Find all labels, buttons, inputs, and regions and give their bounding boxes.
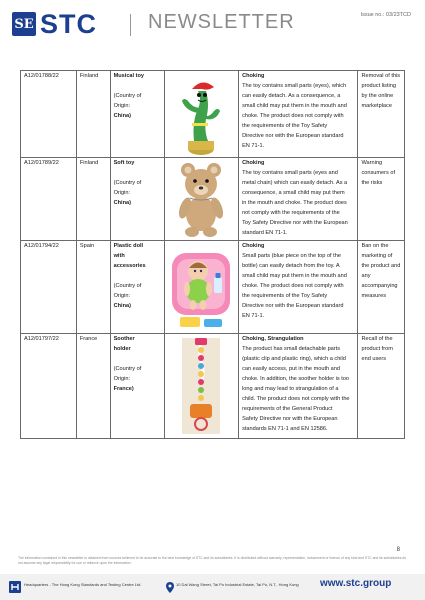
disclaimer-text: The information contained in this newsletter is obtained from sources believed to be accurate to the best knowledge of STC and its subsidiaries. It is distributed without warranty, representation, inducement or licence of any kind and STC and its subsidiaries do not assume any legal responsibility for use or reliance upon the information.: [18, 556, 407, 565]
measure-line: product listing: [361, 83, 396, 89]
dancing-cactus-toy-image: [168, 71, 234, 157]
risk-line: choke. In addition, the soother holder is too: [242, 376, 350, 382]
product-name-line: with: [113, 253, 125, 259]
reference-cell: A12/01788/22: [21, 71, 77, 158]
risk-line: standard EN 71-1.: [242, 230, 288, 236]
origin-label-2: Origin:: [113, 376, 131, 382]
risk-line: metal chain) which can easily detach. As a: [242, 180, 348, 186]
risk-line: Toy Safety Directive nor with the European: [242, 220, 348, 226]
country-cell: Spain: [76, 241, 110, 334]
soother-holder-image: [168, 334, 234, 438]
origin-country: China): [113, 303, 131, 309]
product-image-cell: [165, 241, 239, 334]
risk-line: small child may put them in the mouth and: [242, 273, 347, 279]
origin-country: France): [113, 386, 134, 392]
risk-cell: [239, 334, 358, 439]
risk-line: the requirements of the Toy Safety: [242, 123, 328, 129]
measure-line: by the online: [361, 93, 394, 99]
measures-cell: [358, 71, 405, 158]
risk-cell: [239, 241, 358, 334]
risk-cell: [239, 158, 358, 241]
measure-line: accompanying: [361, 283, 398, 289]
product-name-line: Soother: [113, 336, 135, 342]
risk-line: Small parts (blue piece on the top of the: [242, 253, 341, 259]
risk-line: long and may lead to strangulation of a: [242, 386, 339, 392]
measure-line: the product and: [361, 263, 401, 269]
measure-line: Ban on the: [361, 243, 389, 249]
headquarters-text: Headquarters - The Hong Kong Standards and Testing Centre Ltd.: [24, 582, 142, 587]
product-image-cell: [165, 71, 239, 158]
teddy-bear-image: [168, 158, 234, 240]
measure-line: product from: [361, 346, 393, 352]
measure-line: Removal of this: [361, 73, 401, 79]
product-cell: [110, 241, 165, 334]
origin-country: China): [113, 113, 131, 119]
country-cell: Finland: [76, 71, 110, 158]
origin-country: China): [113, 200, 131, 206]
measure-line: consumers of: [361, 170, 396, 176]
risk-line: choke. The product does not comply with: [242, 283, 344, 289]
table-row: [21, 334, 405, 439]
risk-line: can easily access, put in the mouth and: [242, 366, 341, 372]
risk-line: can easily detach. As a consequence, a: [242, 93, 341, 99]
origin-label: (Country of: [113, 366, 142, 372]
page-header: [0, 0, 425, 48]
country-cell: Finland: [76, 158, 110, 241]
measures-cell: [358, 334, 405, 439]
risk-line: requirements of the General Product: [242, 406, 333, 412]
product-name-line: holder: [113, 346, 131, 352]
risk-line: bottle) can easily detach from the toy. A: [242, 263, 340, 269]
location-pin-icon: [166, 580, 174, 591]
measure-line: marketplace: [361, 103, 392, 109]
origin-label: (Country of: [113, 93, 142, 99]
risk-line: The toy contains small parts (eyes), which: [242, 83, 347, 89]
risk-line: the requirements of the Toy Safety: [242, 293, 328, 299]
risk-line: The toy contains small parts (eyes and: [242, 170, 338, 176]
measures-cell: [358, 158, 405, 241]
risk-title: Choking: [242, 243, 265, 249]
table-row: [21, 71, 405, 158]
measure-line: Warning: [361, 160, 383, 166]
country-cell: France: [76, 334, 110, 439]
page-number: 8: [396, 547, 400, 553]
baby-doll-in-tub-image: [168, 241, 234, 333]
risk-line: child. The product does not comply with the: [242, 396, 350, 402]
risk-title: Choking: [242, 160, 265, 166]
origin-label-2: Origin:: [113, 103, 131, 109]
risk-line: (plastic clip and plastic ring), which a child: [242, 356, 346, 362]
website-link[interactable]: www.stc.group: [320, 578, 392, 589]
product-name: Soft toy: [113, 160, 135, 166]
risk-title: Choking: [242, 73, 265, 79]
stc-logo-mark: SE: [12, 12, 36, 36]
product-cell: [110, 158, 165, 241]
measure-line: the risks: [361, 180, 383, 186]
product-cell: [110, 71, 165, 158]
table-row: [21, 158, 405, 241]
risk-line: EN 71-1.: [242, 143, 265, 149]
reference-cell: A12/01794/22: [21, 241, 77, 334]
risk-line: EN 71-1.: [242, 313, 265, 319]
risk-line: in the mouth and choke. The product does: [242, 200, 347, 206]
risk-line: standards EN 71-1 and EN 12586.: [242, 426, 328, 432]
risk-line: The product has small detachable parts: [242, 346, 341, 352]
risk-line: choke. The product does not comply with: [242, 113, 344, 119]
product-name-line: Plastic doll: [113, 243, 144, 249]
origin-label: (Country of: [113, 283, 142, 289]
product-image-cell: [165, 158, 239, 241]
reference-cell: A12/01789/22: [21, 158, 77, 241]
risk-cell: [239, 71, 358, 158]
risk-title: Choking, Strangulation: [242, 336, 304, 342]
stc-logo-text: STC: [40, 9, 97, 39]
address-text: 10 Dai Wang Street, Tai Po Industrial Estate, Tai Po, N.T., Hong Kong: [176, 582, 299, 587]
reference-cell: A12/01797/22: [21, 334, 77, 439]
hkstc-logo-icon: [9, 580, 21, 592]
risk-line: Directive nor with the European standard: [242, 133, 344, 139]
issue-number: Issue no.: 03/23TCD: [360, 12, 411, 18]
product-name: Musical toy: [113, 73, 145, 79]
header-divider: [130, 14, 131, 36]
origin-label-2: Origin:: [113, 293, 131, 299]
risk-line: not comply with the requirements of the: [242, 210, 340, 216]
recall-table: [20, 70, 405, 439]
product-image-cell: [165, 334, 239, 439]
risk-line: Safety Directive nor with the European: [242, 416, 338, 422]
risk-line: consequence, a small child may put them: [242, 190, 345, 196]
measure-line: marketing of: [361, 253, 393, 259]
risk-line: small child may put them in the mouth and: [242, 103, 347, 109]
risk-line: Directive nor with the European standard: [242, 303, 344, 309]
measure-line: measures: [361, 293, 387, 299]
product-cell: [110, 334, 165, 439]
origin-label-2: Origin:: [113, 190, 131, 196]
measures-cell: [358, 241, 405, 334]
newsletter-title: NEWSLETTER: [148, 11, 295, 33]
measure-line: Recall of the: [361, 336, 393, 342]
product-name-line: accessories: [113, 263, 146, 269]
table-row: [21, 241, 405, 334]
origin-label: (Country of: [113, 180, 142, 186]
measure-line: any: [361, 273, 371, 279]
measure-line: end users: [361, 356, 387, 362]
